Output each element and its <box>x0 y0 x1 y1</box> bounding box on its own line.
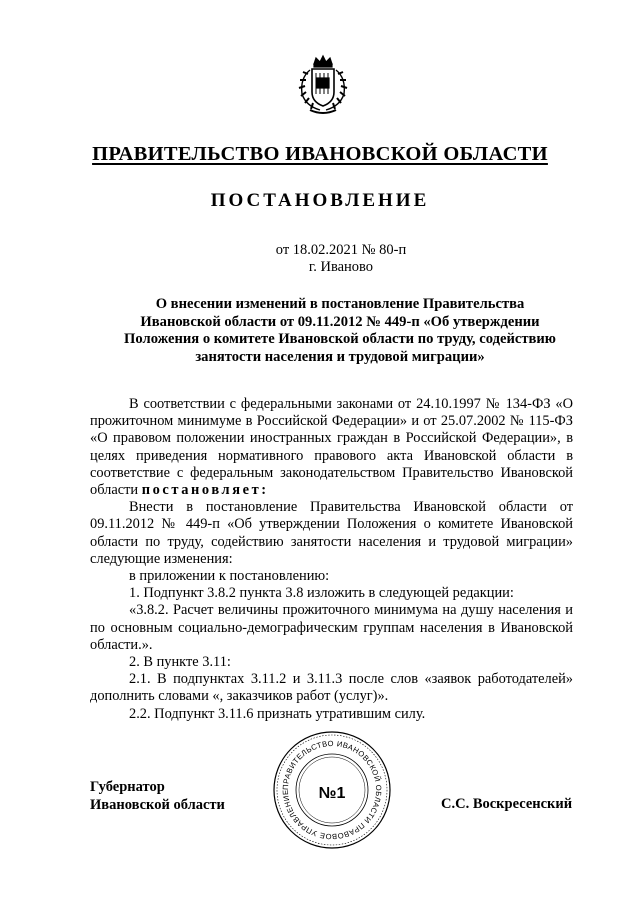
item-1-paragraph: 1. Подпункт 3.8.2 пункта 3.8 изложить в следующей редакции: <box>129 585 514 602</box>
document-body <box>90 396 573 723</box>
coat-of-arms-icon <box>296 54 350 116</box>
document-meta <box>0 242 640 276</box>
amend-paragraph: Внести в постановление Правительства Ивановской области от 09.11.2012 № 449-п «Об утверждении Положения о комитете Ивановской области по труду, содействию занятости населения и трудовой миграции» следующие изменения: <box>90 499 573 567</box>
item-1-text-paragraph: «3.8.2. Расчет величины прожиточного минимума на душу населения и по основным социально-демографическим группам населения в Ивановской области.». <box>90 602 573 653</box>
official-seal <box>270 728 394 852</box>
item-2-paragraph: 2. В пункте 3.11: <box>129 654 231 671</box>
item-2-1-paragraph: 2.1. В подпунктах 3.11.2 и 3.11.3 после слов «заявок работодателей» дополнить словами «, заказчиков работ (услуг)». <box>90 671 573 705</box>
resolves-word: постановляет: <box>141 482 269 499</box>
signatory-position-line: Ивановской области <box>90 797 225 813</box>
subject-line: Положения о комитете Ивановской области по труду, содействию <box>124 331 556 347</box>
signatory-position <box>90 778 225 814</box>
document-subject <box>80 296 600 366</box>
signatory-position-line: Губернатор <box>90 779 165 795</box>
signatory-name: С.С. Воскресенский <box>441 796 573 812</box>
subject-line: Ивановской области от 09.11.2012 № 449-п «Об утверждении <box>140 313 540 330</box>
organization-title: ПРАВИТЕЛЬСТВО ИВАНОВСКОЙ ОБЛАСТИ <box>92 143 548 165</box>
document-date-number: от 18.02.2021 № 80-п <box>275 242 407 258</box>
document-city: г. Иваново <box>308 259 374 275</box>
item-2-2-paragraph: 2.2. Подпункт 3.11.6 признать утратившим силу. <box>129 705 426 722</box>
preamble-text: В соответствии с федеральными законами от 24.10.1997 № 134-ФЗ «О прожиточном минимуме в Российской Федерации» и от 25.07.2002 № 115-ФЗ «О правовом положении иностранных граждан в Российской Федерации», в целях приведения нормативного правового акта Ивановской области в соответствие с федеральным законодательством Правительство Ивановской области <box>90 396 573 499</box>
seal-ring-text: ПРАВИТЕЛЬСТВО ИВАНОВСКОЙ ОБЛАСТИ ПРАВОВОЕ УПРАВЛЕНИЕ <box>280 738 384 842</box>
seal-number: №1 <box>318 785 346 802</box>
document-type: ПОСТАНОВЛЕНИЕ <box>210 190 430 211</box>
preamble-paragraph <box>90 396 573 499</box>
subject-line: занятости населения и трудовой миграции» <box>195 348 485 365</box>
annex-paragraph: в приложении к постановлению: <box>129 568 330 585</box>
subject-line: О внесении изменений в постановление Правительства <box>155 296 525 312</box>
